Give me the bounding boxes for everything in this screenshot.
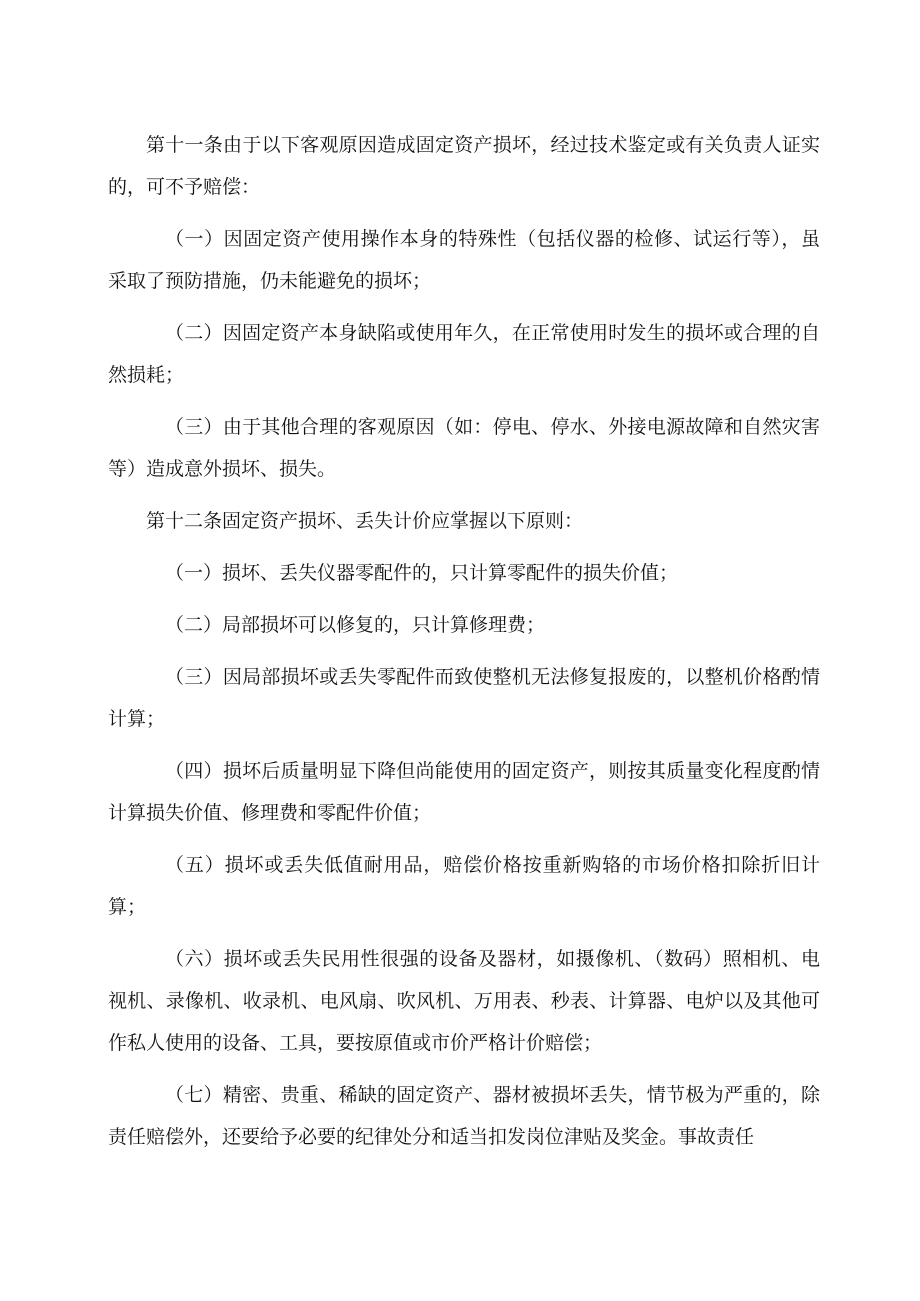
article-11-item-3: （三）由于其他合理的客观原因（如：停电、停水、外接电源故障和自然灾害等）造成意外损坏、损失。: [108, 416, 820, 480]
article-12-item-2: （二）局部损坏可以修复的，只计算修理费；: [165, 614, 546, 636]
article-12-item-1: （一）损坏、丢失仪器零配件的，只计算零配件的损失价值；: [165, 562, 679, 584]
article-12-item-3: （三）因局部损坏或丢失零配件而致使整机无法修复报废的，以整机价格酌情计算；: [108, 666, 820, 730]
article-11: 第十一条由于以下客观原因造成固定资产损坏，经过技术鉴定或有关负责人证实的，可不予赔偿：: [108, 134, 820, 198]
article-12-item-4: （四）损坏后质量明显下降但尚能使用的固定资产，则按其质量变化程度酌情计算损失价值、修理费和零配件价值；: [108, 760, 820, 824]
article-12: 第十二条固定资产损坏、丢失计价应掌握以下原则：: [146, 510, 584, 532]
article-12-item-5: （五）损坏或丢失低值耐用品，赔偿价格按重新购辂的市场价格扣除折旧计算；: [108, 854, 820, 918]
article-12-item-6: （六）损坏或丢失民用性很强的设备及器材，如摄像机、（数码）照相机、电视机、录像机、收录机、电风扇、吹风机、万用表、秒表、计算器、电炉以及其他可作私人使用的设备、工具，要按原值或市价严格计价赔偿；: [108, 948, 820, 1054]
document-body: [108, 124, 820, 1168]
article-11-item-1: （一）因固定资产使用操作本身的特殊性（包括仪器的检修、试运行等），虽采取了预防措施，仍未能避免的损坏；: [108, 228, 820, 292]
article-11-item-2: （二）因固定资产本身缺陷或使用年久，在正常使用时发生的损坏或合理的自然损耗；: [108, 322, 820, 386]
article-12-item-7: （七）精密、贵重、稀缺的固定资产、器材被损坏丢失，情节极为严重的，除责任赔偿外，还要给予必要的纪律处分和适当扣发岗位津贴及奖金。事故责任: [108, 1084, 820, 1148]
